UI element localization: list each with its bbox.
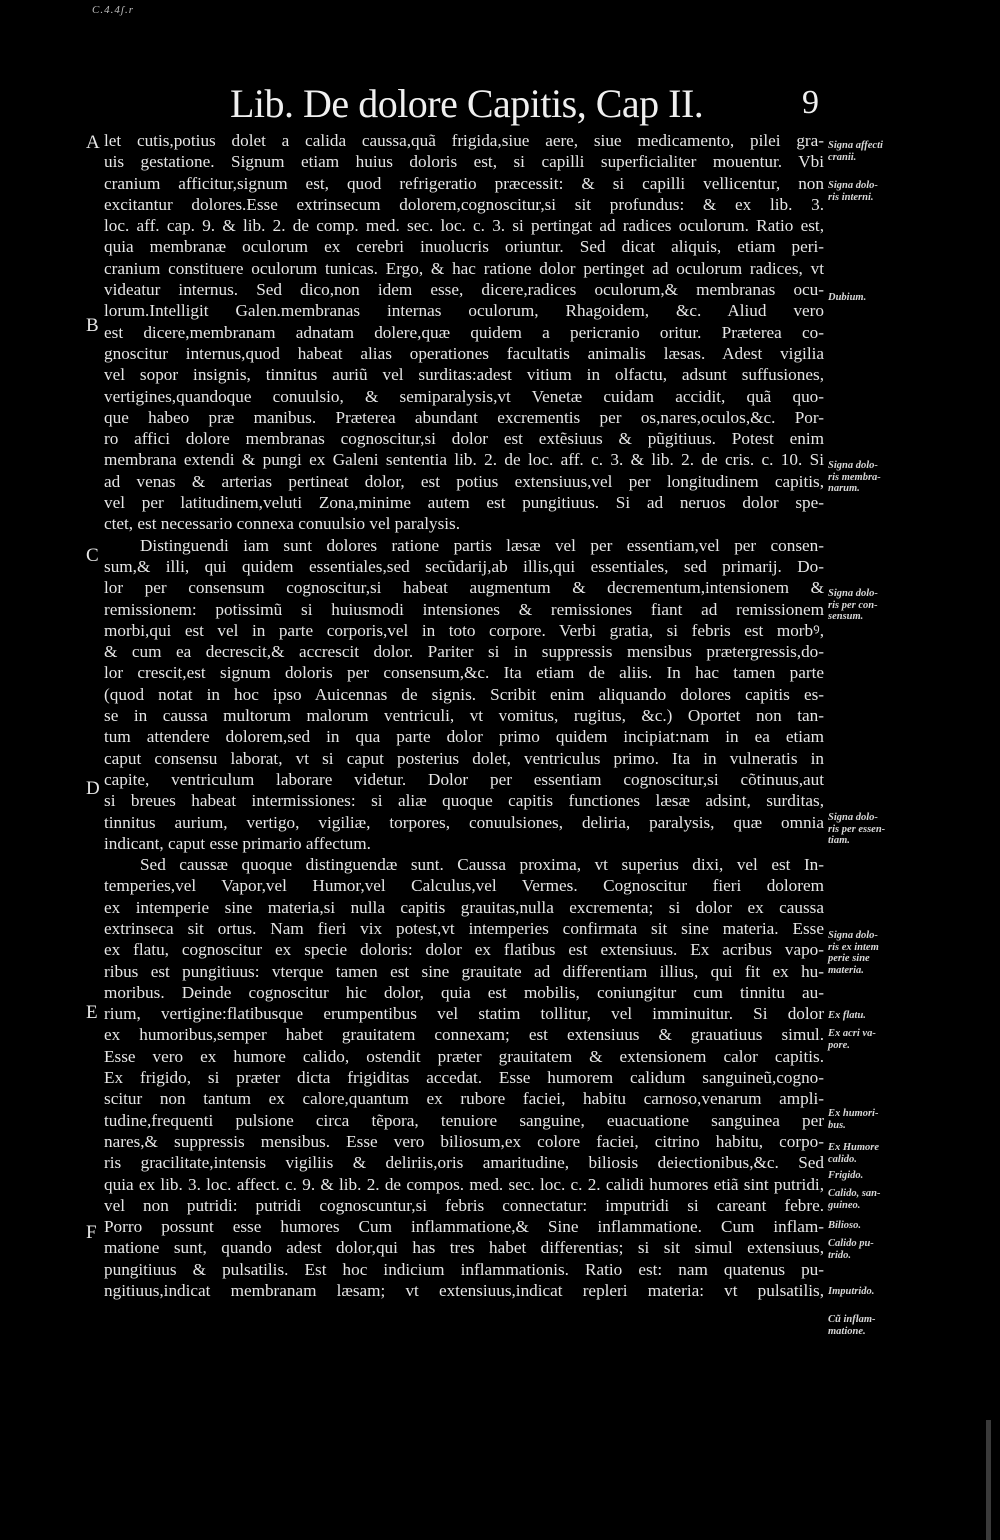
margin-note-line: Ex acri va- — [828, 1028, 876, 1039]
margin-note-line: Ex humori- — [828, 1108, 879, 1119]
text-line: quia membranæ oculorum ex cerebri inuolucris oriuntur. Sed dicat aliquis, etiam peri- — [104, 237, 824, 257]
margin-note-line: Dubium. — [828, 292, 867, 303]
margin-note — [828, 1314, 876, 1337]
text-line: Distinguendi iam sunt dolores ratione partis læsæ vel per essentiam,vel per consen- — [140, 535, 824, 555]
margin-note-line: ris interni. — [828, 191, 874, 203]
section-letter-d: D — [86, 778, 100, 799]
text-line: lorum.Intelligit Galen.membranas internas oculorum, Rhagoidem, &c. Aliud vero — [104, 301, 824, 321]
margin-note-line: Bilioso. — [828, 1220, 861, 1231]
margin-note-line: ris ex intem — [828, 941, 879, 953]
margin-note-line: Imputrido. — [828, 1286, 875, 1297]
section-letter-f: F — [86, 1222, 97, 1243]
margin-note-line: Signa dolo- — [828, 930, 878, 941]
text-line: si breues habeat intermissiones: si aliæ quoque capitis functiones læsæ adsint, surditas, — [104, 791, 824, 811]
text-line: ctet, est necessario connexa conuulsio vel paralysis. — [104, 514, 461, 534]
text-line: let cutis,potius dolet a calida caussa,quã frigida,siue aere, siue medicamento, pilei gra- — [104, 131, 824, 150]
text-line: extrinseca sit ortus. Nam fieri vix potest,vt intemperies confirmata sit sine materia. Esse — [104, 918, 824, 938]
margin-note-line: Signa dolo- — [828, 180, 878, 191]
margin-note-line: narum. — [828, 483, 860, 494]
margin-note — [828, 1028, 876, 1051]
margin-note-line: calido. — [828, 1153, 857, 1165]
margin-note-line: Calido pu- — [828, 1238, 874, 1249]
text-line: ribus est pungitiuus: vterque tamen est sine grauitate ad differentiam illius, qui fit ex hu- — [104, 961, 824, 981]
section-letter-a: A — [86, 132, 100, 153]
margin-note — [828, 1238, 874, 1261]
margin-note — [828, 1010, 866, 1022]
text-line: tudine,frequenti pulsione circa tẽpora, tenuiore sanguine, euacuatione sanguinea per — [104, 1110, 824, 1130]
text-line: ex flatu, cognoscitur ex specie doloris: dolor ex flatibus est extensiuus. Ex acribus vapo- — [104, 940, 824, 960]
margin-note — [828, 1108, 878, 1131]
margin-note-line: Frigido. — [828, 1170, 864, 1181]
margin-note-line: Calido, san- — [828, 1188, 881, 1199]
text-line: ex humoribus,semper habet grauitatem connexam; est extensiuus & grauatiuus simul. — [104, 1025, 824, 1045]
margin-note-line: bus. — [828, 1119, 846, 1131]
text-line: scitur non tantum ex calore,quantum ex rubore faciei, habitu carnoso,venarum ampli- — [104, 1089, 824, 1109]
margin-note-line: Ex flatu. — [828, 1010, 866, 1021]
margin-note — [828, 1170, 863, 1182]
text-line: Porro possunt esse humores Cum inflammatione,& Sine inflammatione. Cum inflam- — [104, 1217, 824, 1237]
text-line: vel per latitudinem,veluti Zona,minime autem est pungitiuus. Si ad neruos dolor spe- — [104, 493, 824, 513]
text-line: temperies,vel Vapor,vel Humor,vel Calculus,vel Vermes. Cognoscitur fieri dolorem — [104, 876, 824, 896]
margin-note — [828, 180, 878, 203]
text-line: nares,& suppressis mensibus. Esse vero biliosum,ex colore faciei, citrino habitu, corpo- — [104, 1131, 824, 1151]
margin-note — [828, 460, 881, 495]
section-letter-b: B — [86, 315, 99, 336]
text-line: cranium afficitur,signum est, quod refrigeratio præcessit: & si capilli vellicentur, non — [104, 173, 824, 193]
text-line: Sed caussæ quoque distinguendæ sunt. Caussa proxima, vt superius dixi, vel est In- — [140, 855, 824, 875]
margin-note-line: cranii. — [828, 151, 857, 163]
margin-note-line: Cũ inflam- — [828, 1314, 876, 1325]
margin-note-line: guineo. — [828, 1199, 861, 1211]
body-text — [104, 130, 824, 1301]
text-line: capite, ventriculum laborare videtur. Dolor per essentiam cognoscitur,si cõtinuus,aut — [104, 769, 824, 789]
page-edge-shadow — [986, 1420, 991, 1540]
text-line: caput consensu laborat, vt si caput posterius dolet, ventriculus primo. Ita in vulneratis in — [104, 748, 824, 768]
text-line: ex intemperie sine materia,si nulla capitis grauitas,nulla excrementa; si dolor ex caussa — [104, 897, 824, 917]
margin-note-line: trido. — [828, 1249, 852, 1261]
margin-note-line: Signa affecti — [828, 140, 883, 151]
text-line: morbi,qui est vel in parte corporis,vel in toto corpore. Verbi gratia, si febris est morbꝰ, — [104, 620, 824, 640]
text-line: (quod notat in hoc ipso Auicennas de signis. Scribit enim aliquando dolores capitis es- — [104, 684, 824, 704]
margin-note — [828, 1142, 879, 1165]
text-line: pungitiuus & pulsatilis. Est hoc indicium inflammationis. Ratio est: nam quatenus pu- — [104, 1259, 824, 1279]
margin-note-line: pore. — [828, 1039, 850, 1051]
text-line: Ex frigido, si præter dicta frigiditas accedat. Esse humorem calidum sanguineũ,cogno- — [104, 1068, 824, 1088]
text-line: videatur internus. Sed dico,non idem esse, dicere,radices oculorum,& membranas ocu- — [104, 280, 824, 300]
margin-note-line: Signa dolo- — [828, 588, 878, 599]
text-line: vel sopor insignis, tinnitus auriũ vel surditas:adest vitium in olfactu, adsunt suffusiones, — [104, 365, 824, 385]
text-line: quia ex lib. 3. loc. affect. c. 9. & lib. 2. de compos. med. sec. loc. c. 2. calidi humores etiã sint putridi, — [104, 1174, 824, 1194]
text-line: tum attendere dolorem,sed in qua parte dolor primo quidem incipiat:nam in ea etiam — [104, 727, 824, 747]
running-header — [230, 80, 830, 128]
margin-note-line: Signa dolo- — [828, 460, 878, 471]
margin-note — [828, 140, 883, 163]
margin-note-line: Signa dolo- — [828, 812, 878, 823]
margin-note-line: Ex Humore — [828, 1142, 880, 1153]
text-line: membrana extendi & pungi ex Galeni sententia lib. 2. de loc. aff. c. 3. & lib. 2. de cris. c. 10. Si — [104, 450, 824, 470]
text-line: rium, vertigine:flatibusque erumpentibus vel statim tollitur, vel imminuitur. Si dolor — [104, 1004, 824, 1024]
page-number: 9 — [802, 84, 819, 121]
text-line: & cum ea decrescit,& accrescit dolor. Pariter si in suppressis mensibus prætergressis,do- — [104, 642, 824, 662]
text-line: sum,& illi, qui quidem essentiales,sed secũdarij,ab illis,qui essentiales, sed primarij. Do- — [104, 556, 824, 576]
text-line: loc. aff. cap. 9. & lib. 2. de comp. med. sec. loc. c. 3. si pertingat ad radices oculorum. Ratio est, — [104, 216, 824, 236]
text-line: indicant, caput esse primario affectum. — [104, 833, 371, 853]
text-line: lor per consensum cognoscitur,si habeat augmentum & decrementum,intensionem & — [104, 578, 824, 598]
text-line: excitantur dolores.Esse extrinsecum dolorem,cognoscitur,si sit profundus: & ex lib. 3. — [104, 194, 824, 214]
margin-note-line: ris per essen- — [828, 823, 886, 835]
text-line: matione sunt, quando adest dolor,qui has tres habet differentias; si sit simul extensiuus, — [104, 1238, 824, 1258]
margin-note — [828, 1188, 881, 1211]
margin-note-line: materia. — [828, 964, 864, 976]
text-line: que habeo præ manibus. Præterea abundant excrementis per os,nares,oculos,&c. Por- — [104, 407, 824, 427]
margin-note — [828, 1286, 874, 1298]
section-letter-c: C — [86, 545, 99, 566]
margin-note-line: ris per con- — [828, 599, 878, 611]
text-line: Esse vero ex humore calido, ostendit præter grauitatem & extensionem calor capitis. — [104, 1046, 824, 1066]
text-line: ad venas & arterias pertineat dolor, est potius extensiuus,vel per longitudinem capitis, — [104, 471, 824, 491]
text-line: lor crescit,est signum doloris per consensum,&c. Ita etiam de aliis. In hac tamen parte — [104, 663, 824, 683]
text-line: uis gestatione. Signum etiam huius doloris est, si capilli superficialiter mouentur. Vbi — [104, 152, 824, 172]
margin-note-line: ris membra- — [828, 471, 881, 483]
margin-note-line: tiam. — [828, 835, 850, 846]
text-line: ngitiuus,indicat membranam læsam; vt extensiuus,indicat repleri materia: vt pulsatilis, — [104, 1281, 824, 1301]
text-line: ris gracilitate,intensis vigiliis & deliriis,oris amaritudine, biliosis deiectionibus,&c. Sed — [104, 1153, 824, 1173]
margin-note-line: sensum. — [828, 611, 864, 622]
text-line: tinnitus aurium, vertigo, vigiliæ, torpores, conuulsiones, deliria, paralysis, quæ omnia — [104, 812, 824, 832]
running-title: Lib. De dolore Capitis, Cap II. — [230, 81, 704, 126]
margin-note — [828, 588, 878, 623]
margin-note-line: matione. — [828, 1325, 866, 1337]
text-line: remissionem: potissimũ si huiusmodi intensiones & remissiones fiant ad remissionem — [104, 599, 824, 619]
text-line: se in caussa multorum malorum ventriculi, vt vomitus, rugitus, &c.) Oportet non tan- — [104, 706, 824, 726]
text-line: gnoscitur internus,quod habeat alias operationes facultatis animalis læsas. Adest vigilia — [104, 343, 824, 363]
text-line: vertigines,quandoque conuulsio, & semiparalysis,vt Venetæ cuidam accidit, quã quo- — [104, 386, 824, 406]
text-line: moribus. Deinde cognoscitur hic dolor, quia est mobilis, coniungitur cum tinnitu au- — [104, 982, 824, 1002]
text-line: ro affici dolore membranas cognoscitur,si dolor est extẽsiuus & pũgitiuus. Potest enim — [104, 429, 824, 449]
section-letter-e: E — [86, 1002, 98, 1023]
margin-note — [828, 292, 866, 304]
text-line: vel non putridi: putridi cognoscuntur,si febris connectatur: imputridi si careant febre. — [104, 1195, 824, 1215]
text-line: cranium constituere oculorum tunicas. Ergo, & hac ratione dolor pertinget ad oculorum radices, vt — [104, 258, 824, 278]
margin-note — [828, 1220, 861, 1232]
text-line: est dicere,membranam adnatam dolere,quæ quidem a pericranio oritur. Præterea co- — [104, 322, 824, 342]
top-scribble: C.4.4ʃ.r — [92, 4, 135, 16]
margin-note — [828, 812, 885, 847]
margin-note — [828, 930, 879, 976]
margin-note-line: perie sine — [828, 953, 870, 964]
